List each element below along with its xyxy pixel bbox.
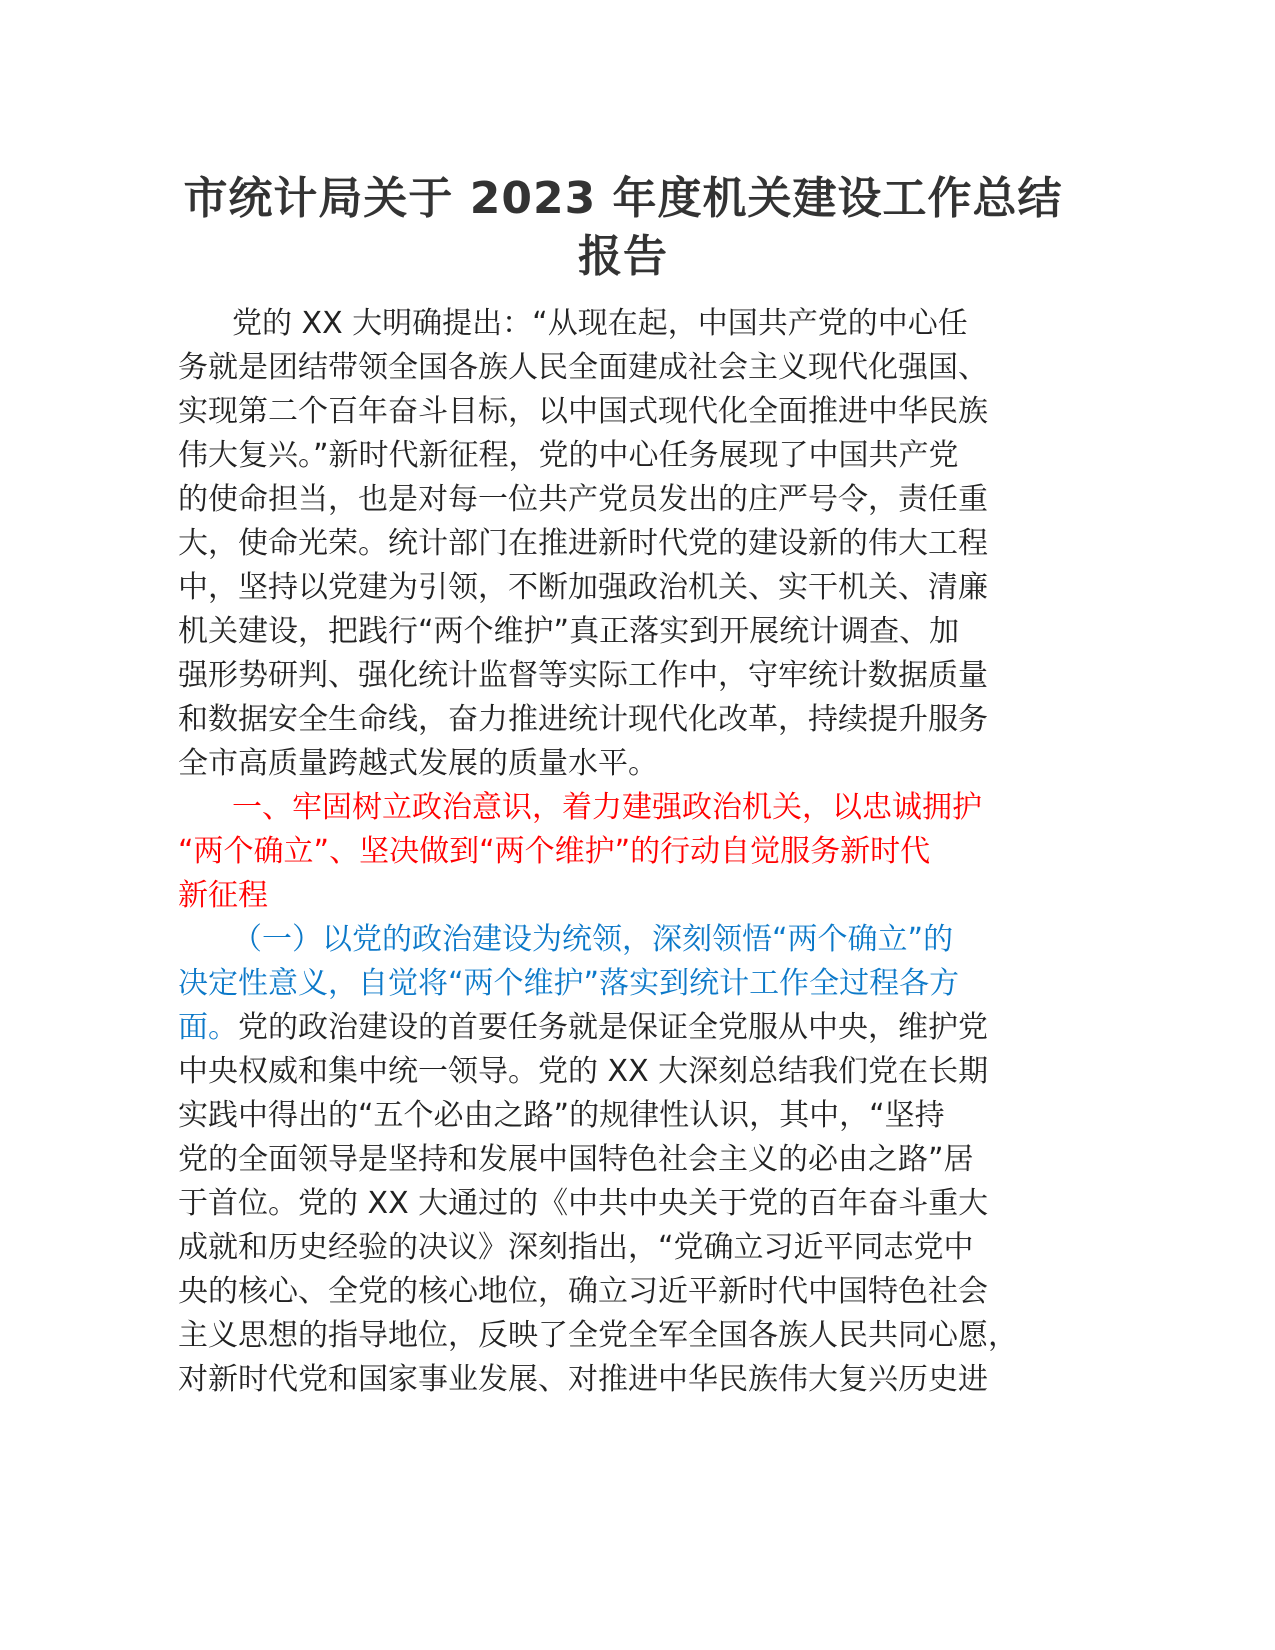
text-line: 机关建设，把践行“两个维护”真正落实到开展统计调查、加 [178, 614, 960, 649]
text-line: 成就和历史经验的决议》深刻指出，“党确立习近平同志党中 [178, 1230, 974, 1265]
document-page [178, 170, 1068, 1402]
text-line: 和数据安全生命线，奋力推进统计现代化改革，持续提升服务 [178, 702, 988, 737]
subsection-1 [178, 918, 1068, 1402]
subheading-tail: 面。 [178, 1010, 238, 1045]
document-body [178, 302, 1068, 1402]
text-line: 实践中得出的“五个必由之路”的规律性认识，其中，“坚持 [178, 1098, 945, 1133]
text-line: 实现第二个百年奋斗目标，以中国式现代化全面推进中华民族 [178, 394, 988, 429]
section-heading-1 [178, 786, 1068, 918]
text-line: 务就是团结带领全国各族人民全面建成社会主义现代化强国、 [178, 350, 988, 385]
text-line: 中，坚持以党建为引领，不断加强政治机关、实干机关、清廉 [178, 570, 988, 605]
title-line-2: 报告 [578, 231, 668, 282]
text-line: 对新时代党和国家事业发展、对推进中华民族伟大复兴历史进 [178, 1362, 988, 1397]
text-line: 中央权威和集中统一领导。党的 XX 大深刻总结我们党在长期 [178, 1054, 989, 1089]
text-line: 全市高质量跨越式发展的质量水平。 [178, 746, 658, 781]
heading-line: 新征程 [178, 878, 268, 913]
text-line: 央的核心、全党的核心地位，确立习近平新时代中国特色社会 [178, 1274, 988, 1309]
text-line: 党的 XX 大明确提出：“从现在起，中国共产党的中心任 [232, 306, 968, 341]
text-line: 的使命担当，也是对每一位共产党员发出的庄严号令，责任重 [178, 482, 988, 517]
title-line-1: 市统计局关于 2023 年度机关建设工作总结 [183, 173, 1063, 224]
paragraph-start: 党的政治建设的首要任务就是保证全党服从中央，维护党 [238, 1010, 988, 1045]
subheading-line: 决定性意义，自觉将“两个维护”落实到统计工作全过程各方 [178, 966, 960, 1001]
text-line: 伟大复兴。”新时代新征程，党的中心任务展现了中国共产党 [178, 438, 959, 473]
text-line: 主义思想的指导地位，反映了全党全军全国各族人民共同心愿， [178, 1318, 1018, 1353]
heading-line: 一、牢固树立政治意识，着力建强政治机关，以忠诚拥护 [232, 790, 982, 825]
mixed-line [178, 1006, 1068, 1050]
text-line: 党的全面领导是坚持和发展中国特色社会主义的必由之路”居 [178, 1142, 974, 1177]
subheading-line: （一）以党的政治建设为统领，深刻领悟“两个确立”的 [232, 922, 954, 957]
document-title [178, 170, 1068, 286]
text-line: 强形势研判、强化统计监督等实际工作中，守牢统计数据质量 [178, 658, 988, 693]
heading-line: “两个确立”、坚决做到“两个维护”的行动自觉服务新时代 [178, 834, 931, 869]
text-line: 于首位。党的 XX 大通过的《中共中央关于党的百年奋斗重大 [178, 1186, 989, 1221]
intro-paragraph [178, 302, 1068, 786]
text-line: 大，使命光荣。统计部门在推进新时代党的建设新的伟大工程 [178, 526, 988, 561]
